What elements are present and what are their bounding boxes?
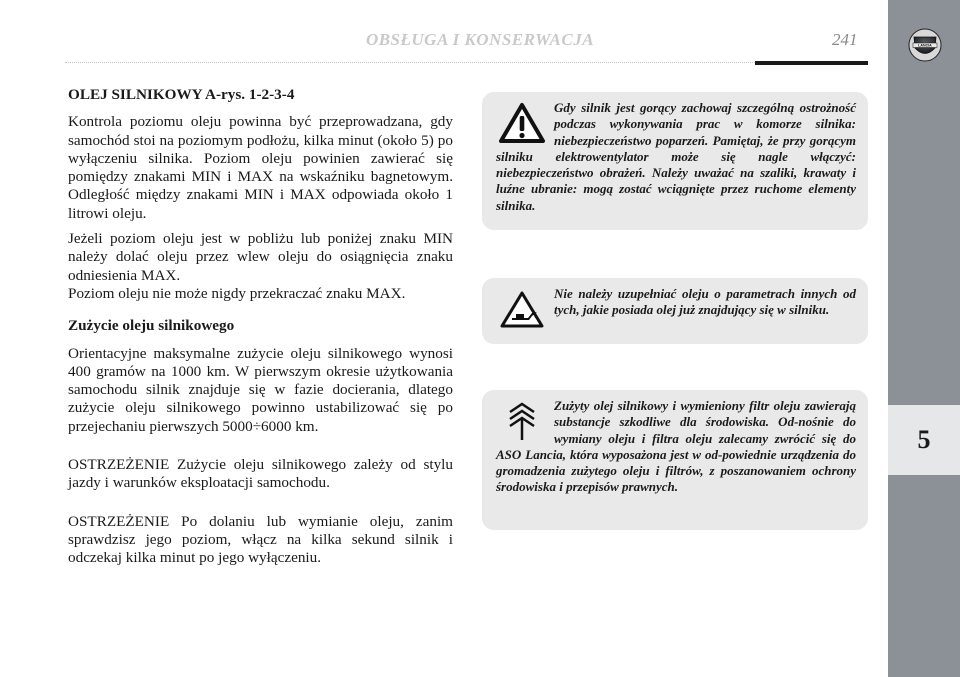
note-text-oil-parameters: Nie należy uzupełniać oleju o parametrach innych od tych, jakie posiada olej już znajdujący się w silniku.: [554, 286, 856, 318]
chapter-tab[interactable]: [888, 405, 960, 475]
paragraph-oil-check: Kontrola poziomu oleju powinna być przeprowadzana, gdy samochód stoi na poziomym podłożu, kilka minut (około 5) po wyłączeniu silnika. Poziom oleju powinien zawierać się pomiędzy znakami MIN i MAX na wskaźniku bagnetowym. Odległość między znakami MIN i MAX odpowiada około 1 litrowi oleju.: [68, 113, 453, 222]
page-number: 241: [832, 30, 858, 49]
warning-text-after-refill: OSTRZEŻENIE Po dolaniu lub wymianie oleju, zanim sprawdzisz jego poziom, włącz na kilka sekund silnik i odczekaj kilka minut po jego wyłączeniu.: [68, 512, 453, 567]
chapter-sidebar: [888, 0, 960, 677]
paragraph-oil-max: Poziom oleju nie może nigdy przekraczać znaku MAX.: [68, 284, 406, 302]
note-box-environment: [482, 390, 868, 530]
header-rule: [755, 61, 868, 65]
warning-triangle-icon: [498, 102, 546, 144]
lancia-logo-icon: [908, 28, 942, 62]
header-dotted-line: [65, 62, 755, 63]
section-title: OBSŁUGA I KONSERWACJA: [365, 30, 595, 49]
note-box-hot-engine: [482, 92, 868, 230]
environment-tree-icon: [498, 400, 546, 442]
note-text-hot-engine: Gdy silnik jest gorący zachowaj szczególną ostrożność podczas wykonywania prac w komorze silnika: niebezpieczeństwo poparzeń. Pamiętaj, że przy gorącym silniku elektrowentylator może się nagle włączyć: niebezpieczeństwo obrażeń. Należy uważać na szaliki, krawaty i luźne ubranie: mogą zostać wciągnięte przez ruchome elementy silnika.: [496, 100, 856, 213]
warning-text-driving-style: OSTRZEŻENIE Zużycie oleju silnikowego zależy od stylu jazdy i warunków eksploatacji samochodu.: [68, 456, 453, 492]
note-text-environment: Zużyty olej silnikowy i wymieniony filtr oleju zawierają substancje szkodliwe dla środowiska. Od-nośnie do wymiany oleju i filtra oleju zalecamy zwrócić się do ASO Lancia, która wyposażona jest w od-powiednie urządzenia do gromadzenia zużytego oleju i filtrów, z poszanowaniem ochrony środowiska i przepisów prawnych.: [496, 398, 856, 495]
chapter-number: 5: [917, 425, 931, 454]
oil-can-triangle-icon: [498, 288, 546, 330]
sub-heading: Zużycie oleju silnikowego: [68, 317, 235, 335]
section-heading: OLEJ SILNIKOWY A-rys. 1-2-3-4: [68, 86, 295, 103]
note-box-oil-parameters: [482, 278, 868, 344]
paragraph-consumption: Orientacyjne maksymalne zużycie oleju silnikowego wynosi 400 gramów na 1000 km. W pierwszym okresie użytkowania samochodu silnik znajduje się w fazie docierania, dlatego zużycie oleju silnikowego powinno ustabilizować się po przejechaniu pierwszych 5000÷6000 km.: [68, 344, 453, 435]
svg-text:LANCIA: LANCIA: [918, 43, 932, 48]
paragraph-oil-topup: Jeżeli poziom oleju jest w pobliżu lub poniżej znaku MIN należy dolać oleju przez wlew oleju do osiągnięcia znaku odniesienia MAX.: [68, 230, 453, 284]
main-text-column: [68, 86, 453, 568]
